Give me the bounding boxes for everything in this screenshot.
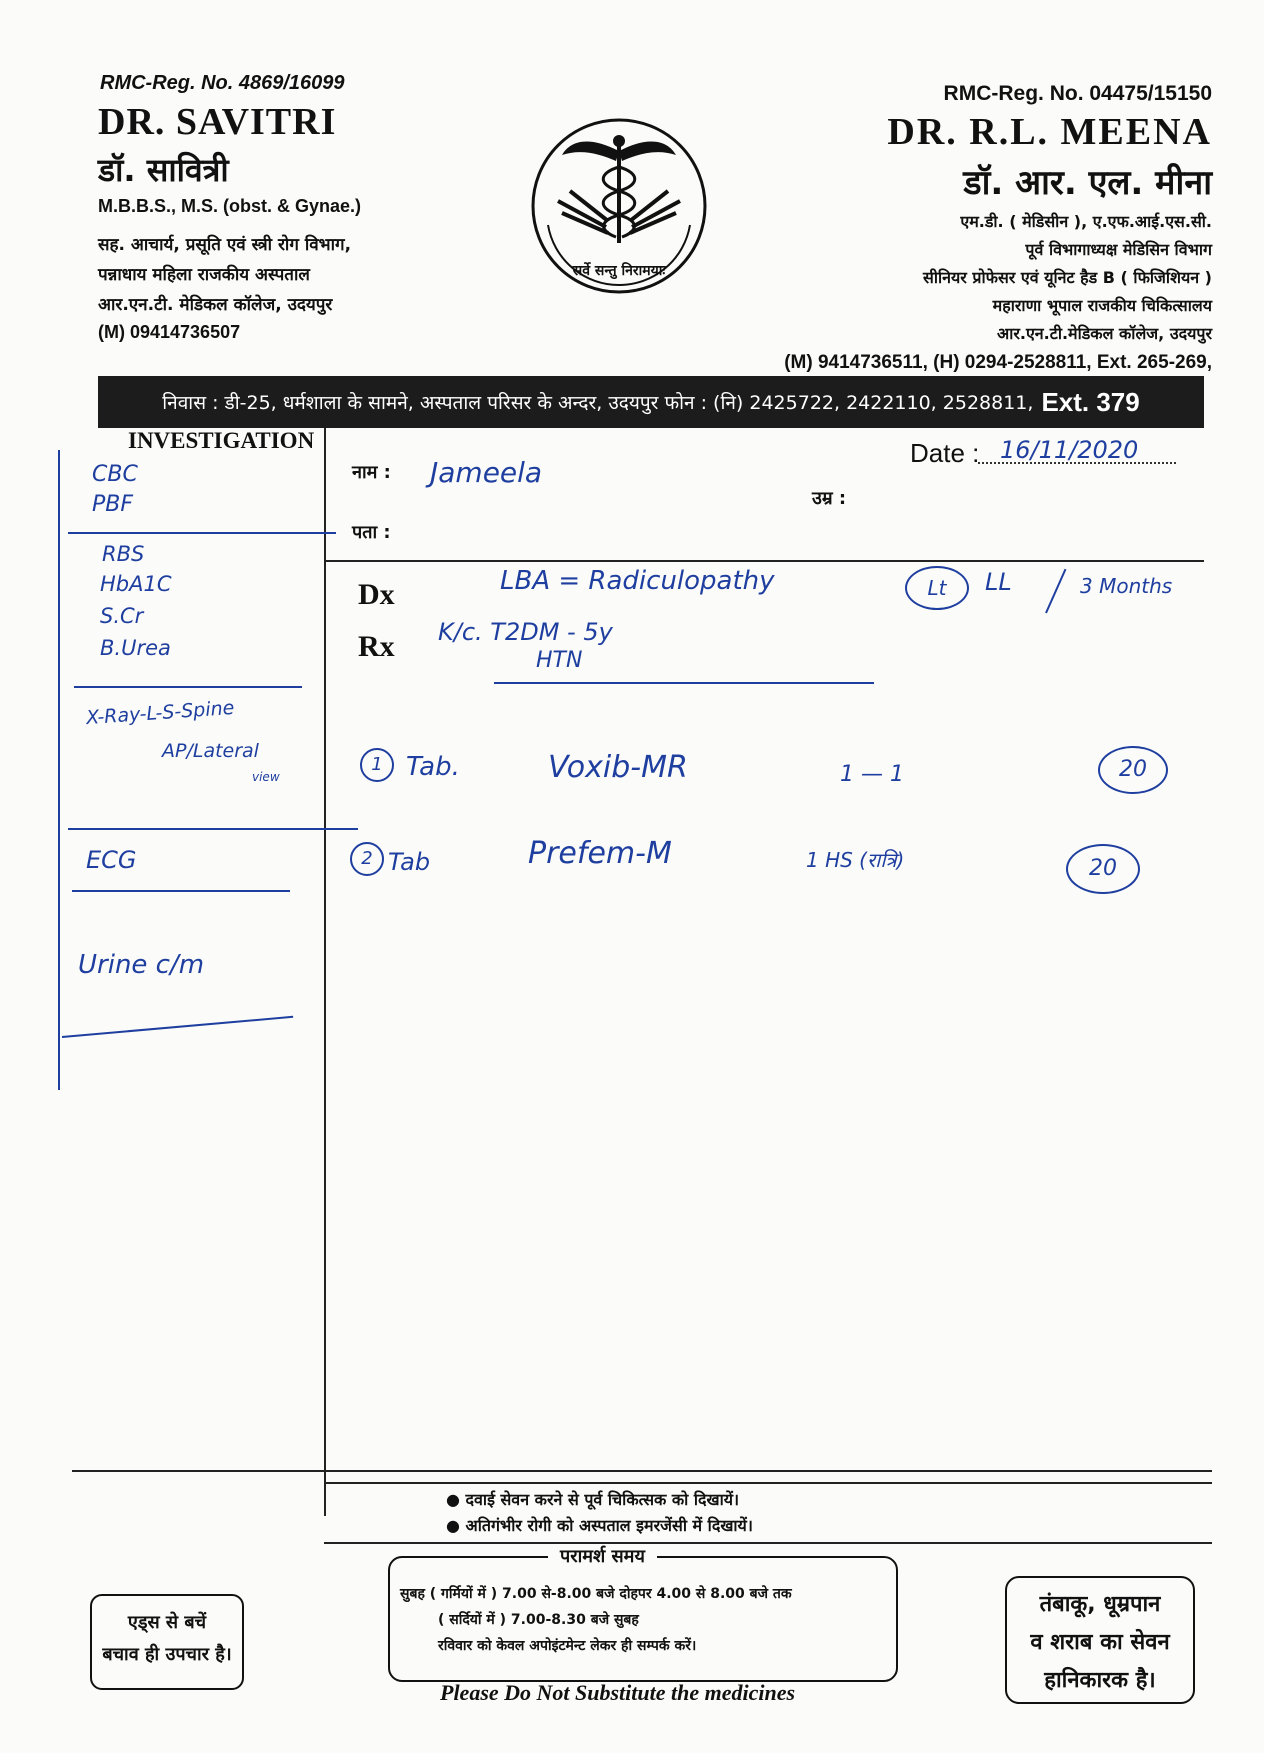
inv-urine: Urine c/m bbox=[78, 950, 205, 980]
consult-title: परामर्श समय bbox=[548, 1544, 657, 1568]
diagnosis-slash bbox=[1045, 569, 1066, 614]
handwritten-patient-name: Jameela bbox=[430, 456, 543, 489]
consult-line-3: रविवार को केवल अपोइंटमेन्ट लेकर ही सम्पर्क करें। bbox=[438, 1638, 697, 1654]
form-divider-patient bbox=[326, 560, 1204, 562]
consult-line-1: सुबह ( गर्मियों में ) 7.00 से-8.00 बजे दोहपर 4.00 से 8.00 बजे तक bbox=[400, 1586, 792, 1602]
right-doctor-designation-3: सीनियर प्रोफेसर एवं यूनिट हैड B ( फिजिशियन ) bbox=[923, 268, 1212, 287]
investigation-title: INVESTIGATION bbox=[128, 428, 315, 453]
residence-extension: Ext. 379 bbox=[1041, 386, 1140, 417]
rx-item-1-qty: 20 bbox=[1098, 746, 1168, 794]
logo-motto: सर्वे सन्तु निरामयाः bbox=[572, 263, 666, 279]
left-doctor-name-en: DR. SAVITRI bbox=[98, 101, 337, 143]
inv-rbs: RBS bbox=[102, 542, 145, 566]
patient-name-label: नाम : bbox=[352, 462, 391, 483]
left-doctor-designation-3: आर.एन.टी. मेडिकल कॉलेज, उदयपुर bbox=[98, 295, 333, 315]
inv-separator-4 bbox=[72, 890, 290, 892]
left-doctor-reg: RMC-Reg. No. 4869/16099 bbox=[100, 72, 345, 94]
form-divider-vertical bbox=[324, 428, 326, 1516]
inv-cbc: CBC bbox=[92, 462, 138, 487]
rx-item-1-drug: Voxib-MR bbox=[548, 750, 688, 785]
rx-item-2-qty: 20 bbox=[1066, 844, 1140, 894]
dx-symbol: Dx bbox=[358, 578, 395, 611]
tobacco-line-3: हानिकारक है। bbox=[1044, 1668, 1156, 1693]
rx-item-1-form: Tab. bbox=[406, 752, 460, 782]
patient-age-label: उम्र : bbox=[812, 488, 847, 509]
rx-item-2-drug: Prefem-M bbox=[528, 836, 672, 871]
do-not-substitute-note: Please Do Not Substitute the medicines bbox=[440, 1680, 796, 1705]
inv-burea: B.Urea bbox=[100, 636, 171, 660]
right-doctor-name-hi: डॉ. आर. एल. मीना bbox=[963, 163, 1212, 203]
form-divider-bottom-2 bbox=[324, 1482, 1212, 1484]
rx-item-2-number: 2 bbox=[350, 842, 384, 876]
residence-address-bar bbox=[98, 376, 1204, 428]
tobacco-warning-box bbox=[1005, 1576, 1195, 1704]
handwritten-history-2: HTN bbox=[536, 648, 583, 673]
rx-item-1-number: 1 bbox=[360, 748, 394, 782]
aids-line-1: एड्स से बचें bbox=[127, 1612, 207, 1633]
right-doctor-designation-5: आर.एन.टी.मेडिकल कॉलेज, उदयपुर bbox=[996, 324, 1212, 343]
left-doctor-phone: (M) 09414736507 bbox=[98, 322, 241, 342]
right-doctor-designation-2: पूर्व विभागाध्यक्ष मेडिसिन विभाग bbox=[1025, 240, 1212, 259]
handwritten-diagnosis-limb: LL bbox=[985, 568, 1012, 596]
caduceus-logo bbox=[528, 115, 710, 297]
patient-address-label: पता : bbox=[352, 522, 391, 543]
inv-xray: X-Ray-L-S-Spine bbox=[85, 696, 236, 730]
date-label: Date : bbox=[910, 438, 980, 468]
inv-separator-3 bbox=[68, 828, 358, 830]
handwritten-diagnosis-duration: 3 Months bbox=[1080, 574, 1173, 598]
inv-separator-1 bbox=[68, 532, 336, 534]
footer-note-2: ● अतिगंभीर रोगी को अस्पताल इमरजेंसी में दिखायें। bbox=[446, 1516, 753, 1535]
right-doctor-designation-1: एम.डी. ( मेडिसीन ), ए.एफ.आई.एस.सी. bbox=[960, 212, 1212, 231]
inv-xray-view: view bbox=[252, 770, 280, 784]
tobacco-line-1: तंबाकू, धूम्रपान bbox=[1039, 1592, 1161, 1617]
consult-timing-box bbox=[388, 1556, 898, 1682]
left-doctor-name-hi: डॉ. सावित्री bbox=[98, 151, 229, 189]
form-divider-bottom-1 bbox=[72, 1470, 1212, 1472]
inv-separator-5 bbox=[62, 1016, 293, 1038]
rx-item-2-form: Tab bbox=[388, 848, 431, 876]
right-doctor-designation-4: महाराणा भूपाल राजकीय चिकित्सालय bbox=[992, 296, 1212, 315]
tobacco-line-2: व शराब का सेवन bbox=[1030, 1630, 1170, 1655]
inv-hba1c: HbA1C bbox=[100, 572, 172, 596]
investigation-margin-line bbox=[58, 450, 60, 1090]
history-underline bbox=[494, 682, 874, 684]
right-doctor-reg: RMC-Reg. No. 04475/15150 bbox=[943, 82, 1212, 105]
aids-awareness-box bbox=[90, 1594, 244, 1690]
form-divider-bottom-3 bbox=[324, 1542, 1212, 1544]
consult-line-2: ( सर्दियों में ) 7.00-8.30 बजे सुबह bbox=[438, 1612, 639, 1628]
left-doctor-qualification: M.B.B.S., M.S. (obst. & Gynae.) bbox=[98, 196, 362, 216]
inv-xray-view-type: AP/Lateral bbox=[162, 740, 259, 762]
left-doctor-designation-2: पन्नाधाय महिला राजकीय अस्पताल bbox=[98, 265, 310, 285]
inv-scr: S.Cr bbox=[100, 604, 144, 628]
inv-ecg: ECG bbox=[86, 846, 137, 874]
footer-note-1: ● दवाई सेवन करने से पूर्व चिकित्सक को दिखायें। bbox=[446, 1490, 740, 1509]
right-doctor-phones: (M) 9414736511, (H) 0294-2528811, Ext. 265-269, bbox=[784, 352, 1212, 373]
inv-pbf: PBF bbox=[92, 492, 134, 517]
rx-item-2-dose: 1 HS (रात्रि) bbox=[806, 848, 905, 872]
right-doctor-name-en: DR. R.L. MEENA bbox=[887, 111, 1212, 153]
inv-separator-2 bbox=[74, 686, 302, 688]
residence-address-text: निवास : डी-25, धर्मशाला के सामने, अस्पताल परिसर के अन्दर, उदयपुर फोन : (नि) 2425722, 2422110, 2528811, bbox=[162, 392, 1034, 414]
rx-symbol: Rx bbox=[358, 630, 395, 663]
handwritten-history-1: K/c. T2DM - 5y bbox=[438, 618, 613, 646]
left-doctor-designation-1: सह. आचार्य, प्रसूति एवं स्त्री रोग विभाग, bbox=[98, 235, 352, 255]
handwritten-diagnosis: LBA = Radiculopathy bbox=[500, 566, 775, 596]
handwritten-diagnosis-side: Lt bbox=[905, 566, 969, 610]
aids-line-2: बचाव ही उपचार है। bbox=[102, 1644, 232, 1665]
handwritten-date: 16/11/2020 bbox=[1000, 436, 1139, 464]
rx-item-1-dose: 1 — 1 bbox=[840, 762, 904, 787]
